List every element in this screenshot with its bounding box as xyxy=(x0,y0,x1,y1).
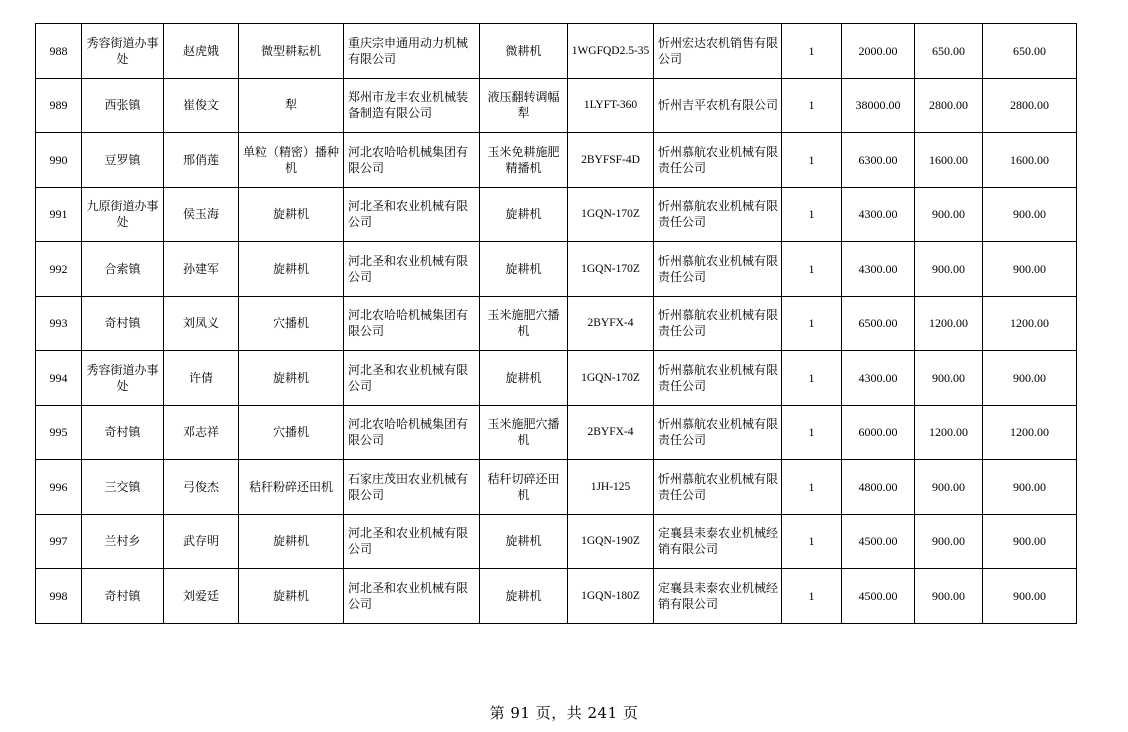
cell-quantity: 1 xyxy=(782,24,842,79)
cell-buyer-name: 弓俊杰 xyxy=(164,460,239,515)
cell-machine-category: 单粒（精密）播种机 xyxy=(239,133,344,188)
cell-buyer-name: 许倩 xyxy=(164,351,239,406)
cell-machine-category: 穴播机 xyxy=(239,296,344,351)
cell-buyer-name: 刘爱廷 xyxy=(164,569,239,624)
cell-manufacturer: 河北圣和农业机械有限公司 xyxy=(344,514,480,569)
cell-manufacturer: 河北农哈哈机械集团有限公司 xyxy=(344,296,480,351)
table-row xyxy=(36,187,1077,242)
cell-sale-price: 4500.00 xyxy=(842,514,915,569)
cell-row-number: 998 xyxy=(36,569,82,624)
cell-total-subsidy: 900.00 xyxy=(983,514,1077,569)
cell-row-number: 992 xyxy=(36,242,82,297)
cell-model: 1GQN-170Z xyxy=(568,187,654,242)
cell-manufacturer: 河北圣和农业机械有限公司 xyxy=(344,242,480,297)
cell-township: 奇村镇 xyxy=(82,296,164,351)
cell-quantity: 1 xyxy=(782,187,842,242)
cell-dealer: 忻州宏达农机销售有限公司 xyxy=(654,24,782,79)
cell-total-subsidy: 1200.00 xyxy=(983,296,1077,351)
table-row xyxy=(36,242,1077,297)
cell-row-number: 990 xyxy=(36,133,82,188)
cell-row-number: 996 xyxy=(36,460,82,515)
cell-dealer: 忻州慕航农业机械有限责任公司 xyxy=(654,405,782,460)
cell-unit-subsidy: 900.00 xyxy=(915,351,983,406)
cell-unit-subsidy: 1200.00 xyxy=(915,405,983,460)
cell-manufacturer: 河北圣和农业机械有限公司 xyxy=(344,187,480,242)
cell-unit-subsidy: 900.00 xyxy=(915,460,983,515)
cell-row-number: 997 xyxy=(36,514,82,569)
cell-product-name: 旋耕机 xyxy=(480,242,568,297)
page-number: 第 91 页，共 241 页 xyxy=(489,704,639,722)
cell-total-subsidy: 900.00 xyxy=(983,351,1077,406)
cell-machine-category: 旋耕机 xyxy=(239,187,344,242)
cell-model: 1GQN-190Z xyxy=(568,514,654,569)
cell-unit-subsidy: 900.00 xyxy=(915,514,983,569)
cell-product-name: 秸秆切碎还田机 xyxy=(480,460,568,515)
cell-product-name: 玉米免耕施肥精播机 xyxy=(480,133,568,188)
cell-total-subsidy: 900.00 xyxy=(983,187,1077,242)
cell-model: 2BYFSF-4D xyxy=(568,133,654,188)
cell-sale-price: 4500.00 xyxy=(842,569,915,624)
cell-buyer-name: 武存明 xyxy=(164,514,239,569)
cell-dealer: 忻州吉平农机有限公司 xyxy=(654,78,782,133)
cell-machine-category: 旋耕机 xyxy=(239,242,344,297)
cell-quantity: 1 xyxy=(782,133,842,188)
cell-sale-price: 2000.00 xyxy=(842,24,915,79)
cell-product-name: 旋耕机 xyxy=(480,351,568,406)
cell-product-name: 玉米施肥穴播机 xyxy=(480,405,568,460)
cell-quantity: 1 xyxy=(782,78,842,133)
cell-unit-subsidy: 2800.00 xyxy=(915,78,983,133)
cell-quantity: 1 xyxy=(782,242,842,297)
cell-township: 奇村镇 xyxy=(82,405,164,460)
cell-total-subsidy: 1600.00 xyxy=(983,133,1077,188)
cell-sale-price: 6000.00 xyxy=(842,405,915,460)
cell-unit-subsidy: 900.00 xyxy=(915,187,983,242)
cell-dealer: 忻州慕航农业机械有限责任公司 xyxy=(654,351,782,406)
cell-sale-price: 6500.00 xyxy=(842,296,915,351)
cell-township: 秀容街道办事处 xyxy=(82,351,164,406)
cell-model: 1JH-125 xyxy=(568,460,654,515)
cell-manufacturer: 河北农哈哈机械集团有限公司 xyxy=(344,405,480,460)
table-row xyxy=(36,351,1077,406)
cell-machine-category: 犁 xyxy=(239,78,344,133)
cell-quantity: 1 xyxy=(782,351,842,406)
cell-total-subsidy: 900.00 xyxy=(983,460,1077,515)
cell-buyer-name: 赵虎娥 xyxy=(164,24,239,79)
cell-quantity: 1 xyxy=(782,569,842,624)
cell-unit-subsidy: 900.00 xyxy=(915,242,983,297)
cell-manufacturer: 河北农哈哈机械集团有限公司 xyxy=(344,133,480,188)
cell-row-number: 991 xyxy=(36,187,82,242)
cell-machine-category: 旋耕机 xyxy=(239,351,344,406)
cell-product-name: 玉米施肥穴播机 xyxy=(480,296,568,351)
cell-model: 2BYFX-4 xyxy=(568,296,654,351)
cell-product-name: 旋耕机 xyxy=(480,514,568,569)
cell-total-subsidy: 1200.00 xyxy=(983,405,1077,460)
cell-township: 秀容街道办事处 xyxy=(82,24,164,79)
cell-row-number: 995 xyxy=(36,405,82,460)
cell-township: 西张镇 xyxy=(82,78,164,133)
cell-buyer-name: 孙建军 xyxy=(164,242,239,297)
cell-dealer: 忻州慕航农业机械有限责任公司 xyxy=(654,296,782,351)
cell-township: 豆罗镇 xyxy=(82,133,164,188)
table-row xyxy=(36,78,1077,133)
cell-total-subsidy: 900.00 xyxy=(983,242,1077,297)
cell-unit-subsidy: 900.00 xyxy=(915,569,983,624)
cell-model: 1GQN-180Z xyxy=(568,569,654,624)
cell-row-number: 993 xyxy=(36,296,82,351)
table-row xyxy=(36,569,1077,624)
cell-product-name: 旋耕机 xyxy=(480,569,568,624)
cell-buyer-name: 崔俊文 xyxy=(164,78,239,133)
cell-product-name: 微耕机 xyxy=(480,24,568,79)
cell-dealer: 定襄县耒泰农业机械经销有限公司 xyxy=(654,569,782,624)
cell-buyer-name: 邓志祥 xyxy=(164,405,239,460)
cell-township: 九原街道办事处 xyxy=(82,187,164,242)
cell-row-number: 994 xyxy=(36,351,82,406)
cell-township: 奇村镇 xyxy=(82,569,164,624)
cell-sale-price: 6300.00 xyxy=(842,133,915,188)
cell-sale-price: 38000.00 xyxy=(842,78,915,133)
table-row xyxy=(36,133,1077,188)
cell-dealer: 忻州慕航农业机械有限责任公司 xyxy=(654,187,782,242)
cell-dealer: 忻州慕航农业机械有限责任公司 xyxy=(654,242,782,297)
cell-total-subsidy: 2800.00 xyxy=(983,78,1077,133)
cell-sale-price: 4300.00 xyxy=(842,242,915,297)
cell-township: 合索镇 xyxy=(82,242,164,297)
cell-machine-category: 旋耕机 xyxy=(239,569,344,624)
cell-dealer: 忻州慕航农业机械有限责任公司 xyxy=(654,460,782,515)
cell-quantity: 1 xyxy=(782,514,842,569)
cell-township: 三交镇 xyxy=(82,460,164,515)
cell-machine-category: 秸秆粉碎还田机 xyxy=(239,460,344,515)
cell-quantity: 1 xyxy=(782,296,842,351)
cell-manufacturer: 河北圣和农业机械有限公司 xyxy=(344,569,480,624)
cell-buyer-name: 邢俏莲 xyxy=(164,133,239,188)
cell-township: 兰村乡 xyxy=(82,514,164,569)
cell-manufacturer: 石家庄茂田农业机械有限公司 xyxy=(344,460,480,515)
cell-sale-price: 4800.00 xyxy=(842,460,915,515)
cell-unit-subsidy: 650.00 xyxy=(915,24,983,79)
cell-total-subsidy: 650.00 xyxy=(983,24,1077,79)
cell-manufacturer: 河北圣和农业机械有限公司 xyxy=(344,351,480,406)
cell-model: 1GQN-170Z xyxy=(568,351,654,406)
table-body xyxy=(36,24,1077,624)
cell-manufacturer: 郑州市龙丰农业机械装备制造有限公司 xyxy=(344,78,480,133)
cell-sale-price: 4300.00 xyxy=(842,187,915,242)
cell-sale-price: 4300.00 xyxy=(842,351,915,406)
cell-machine-category: 微型耕耘机 xyxy=(239,24,344,79)
cell-model: 1LYFT-360 xyxy=(568,78,654,133)
subsidy-table xyxy=(35,23,1077,624)
cell-unit-subsidy: 1200.00 xyxy=(915,296,983,351)
cell-dealer: 忻州慕航农业机械有限责任公司 xyxy=(654,133,782,188)
cell-total-subsidy: 900.00 xyxy=(983,569,1077,624)
cell-dealer: 定襄县耒泰农业机械经销有限公司 xyxy=(654,514,782,569)
table-row xyxy=(36,296,1077,351)
cell-machine-category: 旋耕机 xyxy=(239,514,344,569)
table-row xyxy=(36,405,1077,460)
table-row xyxy=(36,24,1077,79)
cell-manufacturer: 重庆宗申通用动力机械有限公司 xyxy=(344,24,480,79)
table-row xyxy=(36,514,1077,569)
cell-quantity: 1 xyxy=(782,405,842,460)
cell-model: 2BYFX-4 xyxy=(568,405,654,460)
cell-model: 1WGFQD2.5-35 xyxy=(568,24,654,79)
cell-machine-category: 穴播机 xyxy=(239,405,344,460)
cell-buyer-name: 刘凤义 xyxy=(164,296,239,351)
cell-product-name: 旋耕机 xyxy=(480,187,568,242)
cell-product-name: 液压翻转调幅犁 xyxy=(480,78,568,133)
cell-row-number: 988 xyxy=(36,24,82,79)
cell-buyer-name: 侯玉海 xyxy=(164,187,239,242)
cell-quantity: 1 xyxy=(782,460,842,515)
cell-model: 1GQN-170Z xyxy=(568,242,654,297)
table-row xyxy=(36,460,1077,515)
cell-unit-subsidy: 1600.00 xyxy=(915,133,983,188)
cell-row-number: 989 xyxy=(36,78,82,133)
